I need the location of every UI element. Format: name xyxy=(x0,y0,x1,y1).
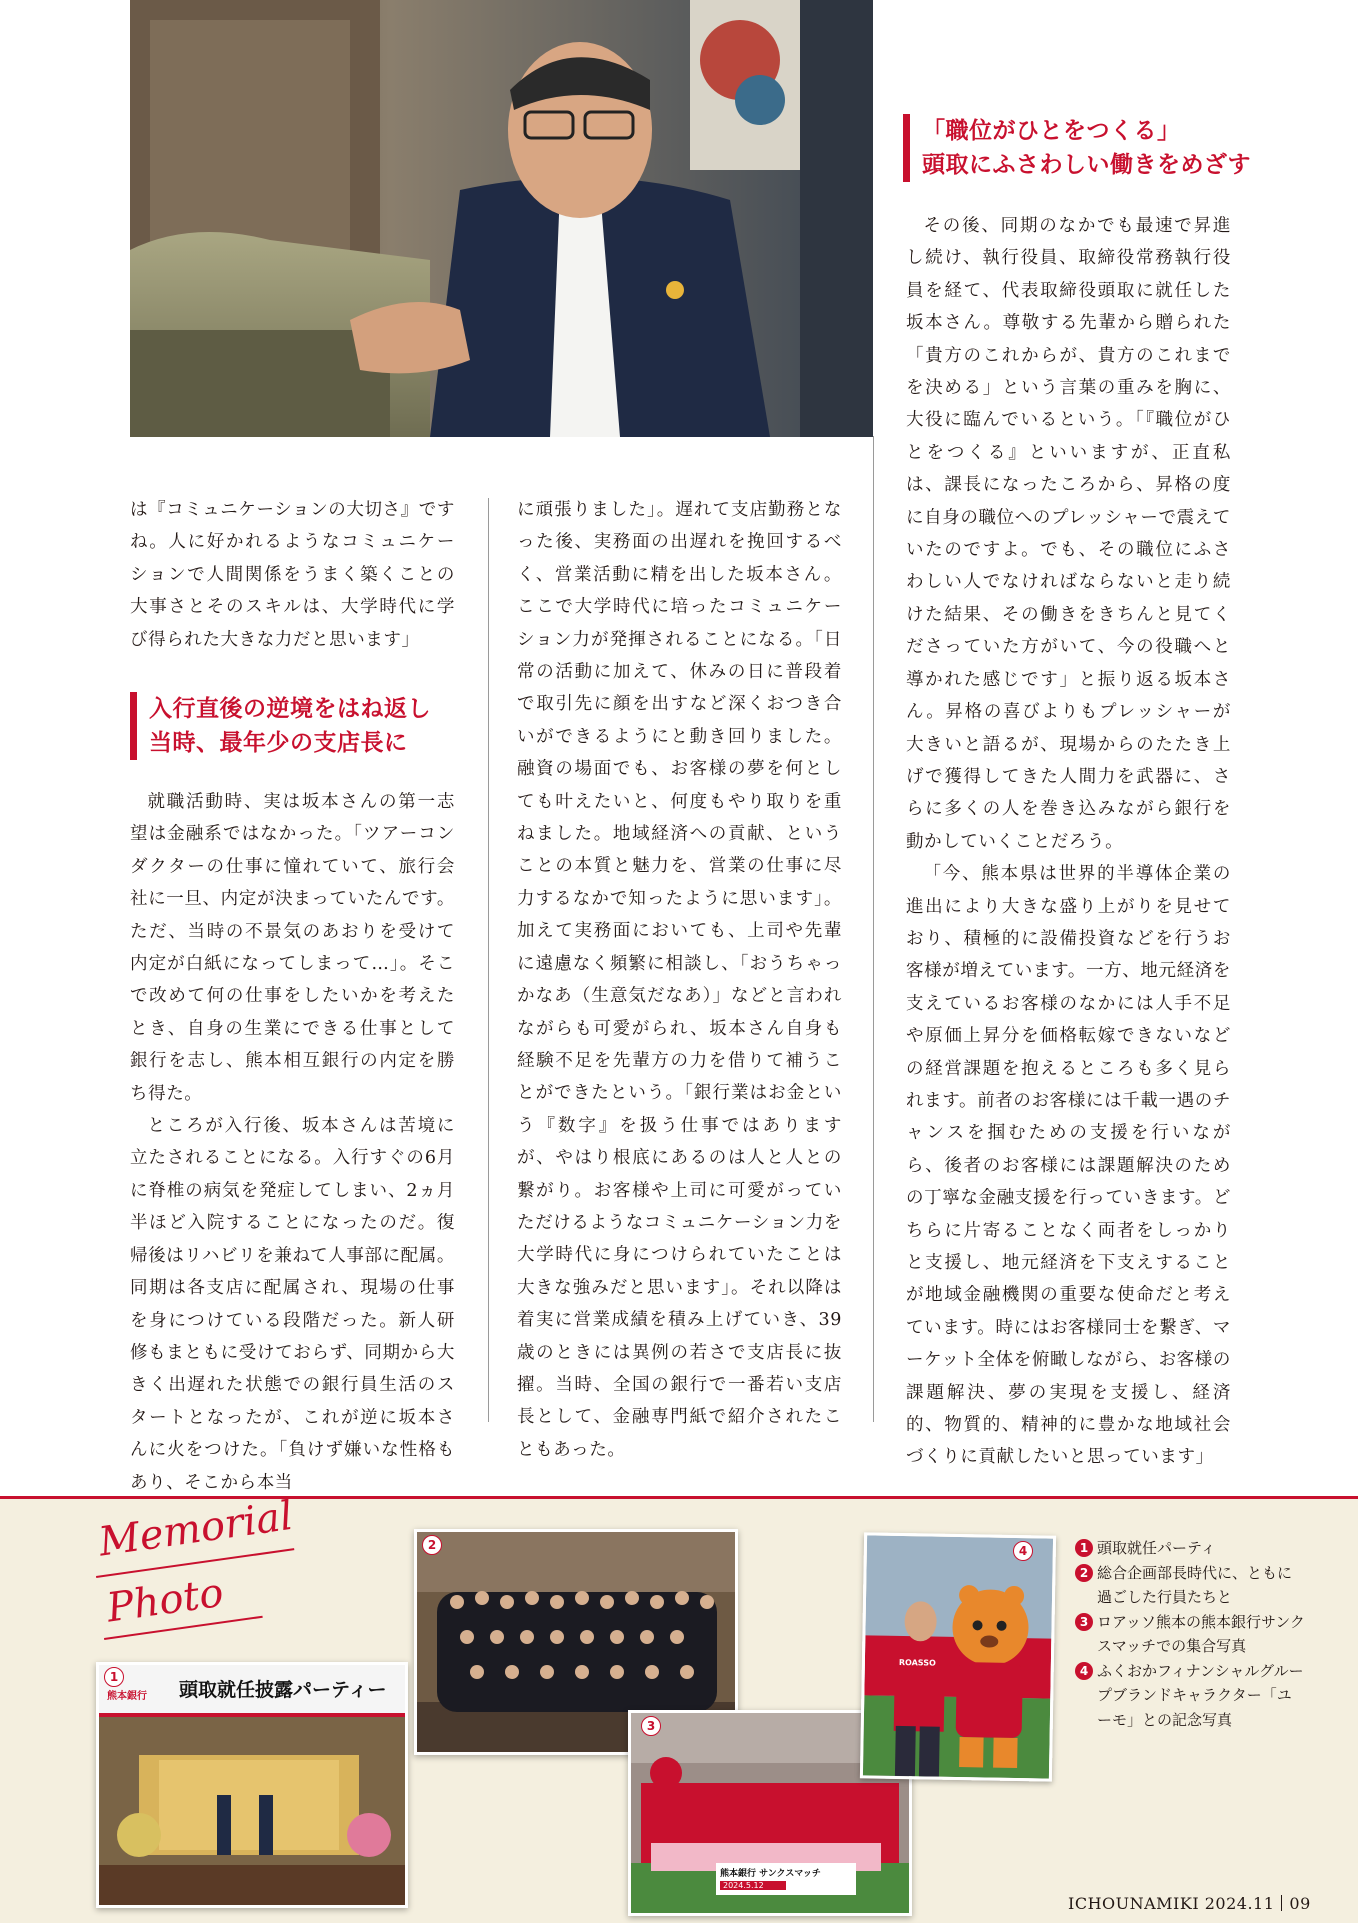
paragraph: 「今、熊本県は世界的半導体企業の進出により大きな盛り上がりを見せており、積極的に設備投資などを行うお客様が増えています。一方、地元経済を支えているお客様のなかには人手不足や原価上昇分を価格転嫁できないなどの経営課題を抱えるところも多く見られます。前者のお客様には千載一遇のチャンスを掴むための支援を行いながら、後者のお客様には課題解決のための丁寧な金融支援を行っていきます。どちらに片寄ることなく両者をしっかりと支援し、地元経済を下支えすることが地域金融機関の重要な使命だと考えています。時にはお客様同士を繋ぎ、マーケット全体を俯瞰しながら、お客様の課題解決、夢の実現を支援し、経済的、物質的、精神的に豊かな地域社会づくりに貢献したいと思っています」 xyxy=(906,864,1231,1468)
photo4-shirt-text: ROASSO xyxy=(898,1657,936,1668)
section-heading-line-1: 「職位がひとをつくる」 xyxy=(922,118,1181,144)
caption-item xyxy=(1075,1536,1305,1561)
photo-number-4: 4 xyxy=(1013,1541,1033,1561)
caption-number: 2 xyxy=(1075,1564,1093,1582)
caption-number: 1 xyxy=(1075,1539,1093,1557)
page-number: 09 xyxy=(1289,1894,1311,1913)
caption-text: ふくおかフィナンシャルグループブランドキャラクター「ユーモ」との記念写真 xyxy=(1097,1661,1304,1729)
caption-text: 総合企画部長時代に、ともに過ごした行員たちと xyxy=(1097,1563,1293,1606)
photo3-banner-text: サンクスマッチ xyxy=(759,1869,821,1879)
photo1-logo: 熊本銀行 xyxy=(107,1691,147,1702)
photo-number-2: 2 xyxy=(422,1535,442,1555)
photo-captions xyxy=(1075,1536,1305,1732)
caption-text: 頭取就任パーティ xyxy=(1097,1539,1216,1557)
text-column-right xyxy=(906,210,1231,1474)
memorial-photo-1 xyxy=(96,1662,408,1908)
magazine-name: ICHOUNAMIKI xyxy=(1068,1894,1200,1913)
caption-number: 4 xyxy=(1075,1662,1093,1680)
text-column-middle xyxy=(517,494,842,1466)
memorial-title-line-2: Photo xyxy=(104,1569,227,1632)
paragraph: に頑張りました」。遅れて支店勤務となった後、実務面の出遅れを挽回するべく、営業活動に精を出した坂本さん。ここで大学時代に培ったコミュニケーション力が発揮されることになる。「日常の活動に加えて、休みの日に普段着で取引先に顔を出すなど深くおつき合いができるようにと動き回りました。融資の場面でも、お客様の夢を何としても叶えたいと、何度もやり取りを重ねました。地域経済への貢献、ということの本質と魅力を、営業の仕事に尽力するなかで知ったように思います」。加えて実務面においても、上司や先輩に遠慮なく頻繁に相談し、「おうちゃっかなあ（生意気だなあ）」などと言われながらも可愛がられ、坂本さん自身も経験不足を先輩方の力を借りて補うことができたという。「銀行業はお金という『数字』を扱う仕事ではありますが、やはり根底にあるのは人と人との繋がり。お客様や上司に可愛がっていただけるようなコミュニケーション力を大学時代に身につけられていたことは大きな強みだと思います」。それ以降は着実に営業成績を積み上げていき、39歳のときには異例の若さで支店長に抜擢。当時、全国の銀行で一番若い支店長として、金融専門紙で紹介されたこともあった。 xyxy=(517,500,842,1460)
photo3-logo: 熊本銀行 xyxy=(720,1869,757,1879)
photo1-banner: 頭取就任披露パーティー xyxy=(179,1679,387,1701)
text-column-left xyxy=(130,494,455,656)
issue-date: 2024.11 xyxy=(1204,1894,1275,1913)
photo3-date: 2024.5.12 xyxy=(720,1881,786,1890)
photo-number-1: 1 xyxy=(104,1667,124,1687)
photo-number-3: 3 xyxy=(641,1716,661,1736)
caption-text: ロアッソ熊本の熊本銀行サンクスマッチでの集合写真 xyxy=(1097,1612,1305,1655)
section-heading-line-1: 入行直後の逆境をはね返し xyxy=(149,696,431,722)
memorial-title xyxy=(96,1492,326,1660)
caption-item xyxy=(1075,1610,1305,1659)
footer-separator xyxy=(1281,1895,1282,1911)
caption-number: 3 xyxy=(1075,1613,1093,1631)
memorial-title-line-1: Memorial xyxy=(96,1492,296,1566)
paragraph: その後、同期のなかでも最速で昇進し続け、執行役員、取締役常務執行役員を経て、代表取締役頭取に就任した坂本さん。尊敬する先輩から贈られた「貴方のこれからが、貴方のこれまでを決める」という言葉の重みを胸に、大役に臨んでいるという。「『職位がひとをつくる』といいますが、正直私は、課長になったころから、昇格の度に自身の職位へのプレッシャーで震えていたのですよ。でも、その職位にふさわしい人でなければならないと走り続けた結果、その働きをきちんと見てくださっていた方がいて、今の役職へと導かれた感じです」と振り返る坂本さん。昇格の喜びよりもプレッシャーが大きいと語るが、現場からのたたき上げで獲得してきた人間力を武器に、さらに多くの人を巻き込みながら銀行を動かしていくことだろう。 xyxy=(906,216,1231,852)
paragraph: は『コミュニケーションの大切さ』ですね。人に好かれるようなコミュニケーションで人間関係をうまく築くことの大事さとそのスキルは、大学時代に学び得られた大きな力だと思います」 xyxy=(130,500,455,650)
page-footer xyxy=(1068,1894,1311,1913)
column-divider xyxy=(488,498,489,1422)
caption-item xyxy=(1075,1561,1305,1610)
section-heading-line-2: 頭取にふさわしい働きをめざす xyxy=(922,152,1251,178)
section-heading-line-2: 当時、最年少の支店長に xyxy=(149,730,408,756)
interview-photo xyxy=(130,0,873,437)
section-heading-position xyxy=(903,114,1251,182)
photo3-banner xyxy=(716,1863,856,1895)
section-heading-branch xyxy=(130,692,431,760)
paragraph: ところが入行後、坂本さんは苦境に立たされることになる。入行すぐの6月に脊椎の病気を発症してしまい、2ヵ月半ほど入院することになったのだ。復帰後はリハビリを兼ねて人事部に配属。同期は各支店に配属され、現場の仕事を身につけている段階だった。新人研修もまともに受けておらず、同期から大きく出遅れた状態での銀行員生活のスタートとなったが、これが逆に坂本さんに火をつけた。「負けず嫌いな性格もあり、そこから本当 xyxy=(130,1116,455,1493)
column-divider xyxy=(873,436,874,1422)
memorial-photo-4 xyxy=(860,1532,1056,1781)
caption-item xyxy=(1075,1659,1305,1733)
text-column-left-body xyxy=(130,786,455,1499)
paragraph: 就職活動時、実は坂本さんの第一志望は金融系ではなかった。「ツアーコンダクターの仕事に憧れていて、旅行会社に一旦、内定が決まっていたんです。ただ、当時の不景気のあおりを受けて内定が白紙になってしまって…」。そこで改めて何の仕事をしたいかを考えたとき、自身の生業にできる仕事として銀行を志し、熊本相互銀行の内定を勝ち得た。 xyxy=(130,792,455,1104)
